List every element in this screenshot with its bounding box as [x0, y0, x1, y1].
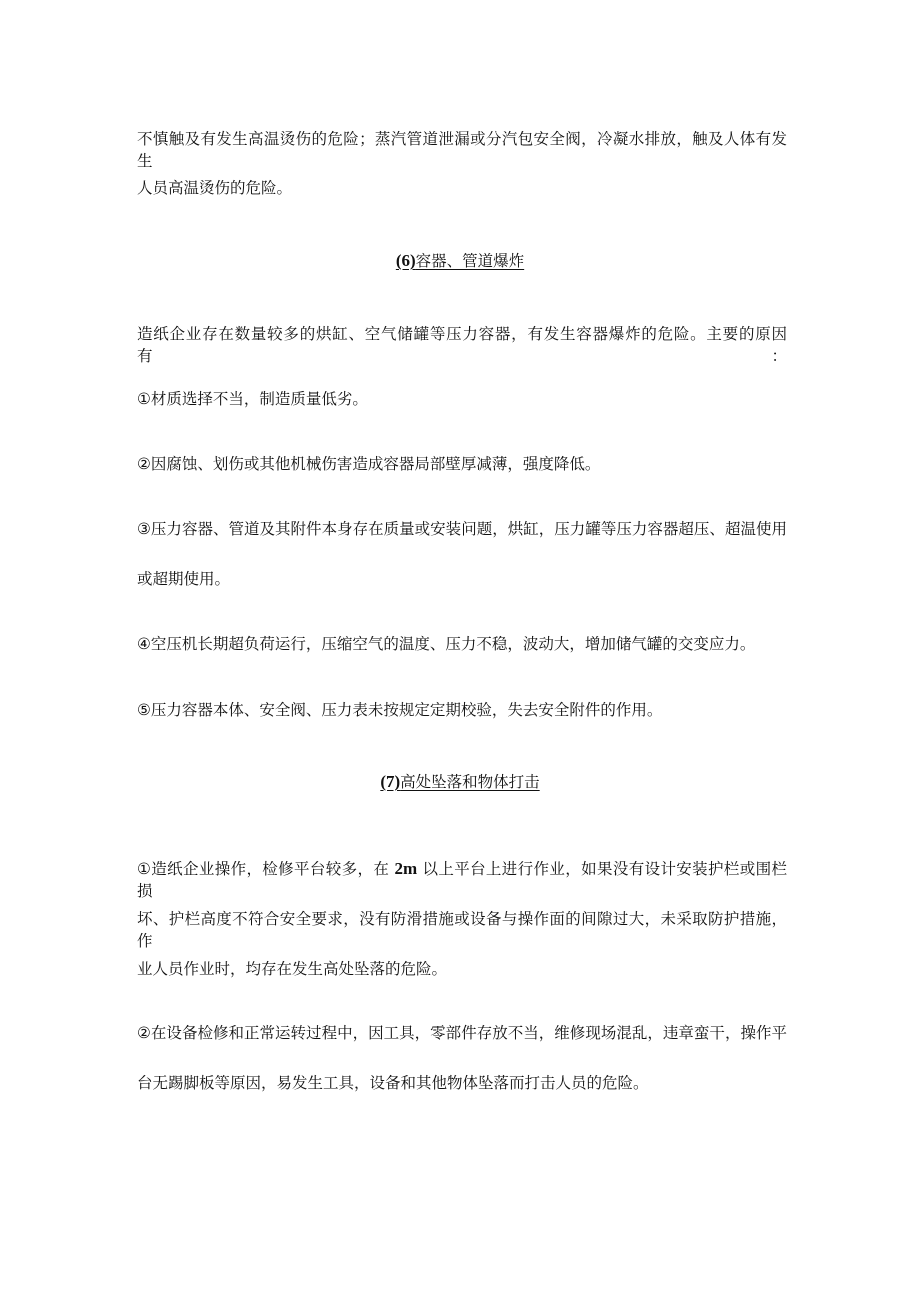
list-item-continuation: 业人员作业时，均存在发生高处坠落的危险。: [137, 960, 448, 978]
section-number: (7): [380, 772, 401, 791]
list-item-continuation: 坏、护栏高度不符合安全要求，没有防滑措施或设备与操作面的间隙过大，未采取防护措施，作: [137, 910, 787, 950]
section-title: 高处坠落和物体打击: [400, 773, 540, 791]
list-item: ③压力容器、管道及其附件本身存在质量或安装问题，烘缸，压力罐等压力容器超压、超温使用: [137, 520, 787, 538]
text-run: ①造纸企业操作，检修平台较多，在: [137, 860, 395, 878]
list-item: ⑤压力容器本体、安全阀、压力表未按规定定期校验，失去安全附件的作用。: [137, 701, 663, 719]
section-heading-7: [0, 771, 920, 793]
list-item: ②在设备检修和正常运转过程中，因工具，零部件存放不当，维修现场混乱，违章蛮干，操作平: [137, 1024, 787, 1042]
paragraph-line: 不慎触及有发生高温烫伤的危险；蒸汽管道泄漏或分汽包安全阀，冷凝水排放，触及人体有发生: [137, 130, 787, 170]
list-item: [137, 858, 787, 900]
text-run: 以上平台上进行作业，如果没有设计安装护栏或围栏损: [137, 860, 787, 900]
section-heading-6: [0, 250, 920, 272]
paragraph-line: 人员高温烫伤的危险。: [137, 179, 293, 197]
list-item-continuation: 台无踢脚板等原因，易发生工具，设备和其他物体坠落而打击人员的危险。: [137, 1074, 649, 1092]
section-number: (6): [395, 251, 416, 270]
paragraph-line: 造纸企业存在数量较多的烘缸、空气储罐等压力容器，有发生容器爆炸的危险。主要的原因有：: [137, 325, 787, 365]
list-item-continuation: 或超期使用。: [137, 570, 231, 588]
list-item: ②因腐蚀、划伤或其他机械伤害造成容器局部壁厚减薄，强度降低。: [137, 455, 601, 473]
list-item: ①材质选择不当，制造质量低劣。: [137, 390, 368, 408]
measurement-value: 2m: [394, 859, 418, 878]
section-title: 容器、管道爆炸: [415, 252, 525, 270]
list-item: ④空压机长期超负荷运行，压缩空气的温度、压力不稳，波动大，增加储气罐的交变应力。: [137, 635, 756, 653]
